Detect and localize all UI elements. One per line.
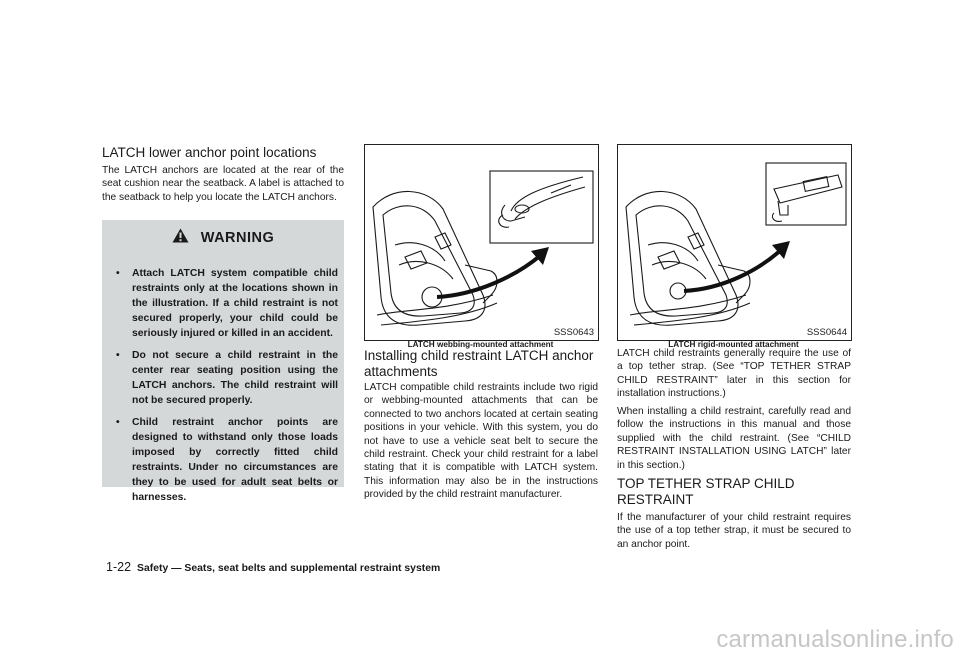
bullet: • <box>116 350 120 361</box>
warning-item-text: Do not secure a child restraint in the center rear seating position using the LATCH anchors. The child restraint will not be secured properly. <box>132 350 338 406</box>
installing-latch-paragraph: LATCH compatible child restraints include two rigid or webbing-mounted attachments that can be connected to two anchors located at certain seating positions in your vehicle. With this system, you do not have to use a vehicle seat belt to secure the child restraint. Check your child restraint for a label stating that it is compatible with LATCH system. This information may also be in the instructions provided by the child restraint manufacturer. <box>364 382 598 501</box>
footer-section-title: Safety — Seats, seat belts and supplemental restraint system <box>137 563 441 574</box>
page-number: 1-22 <box>106 560 132 574</box>
figure-caption: LATCH rigid-mounted attachment <box>668 340 799 349</box>
warning-box <box>102 220 344 503</box>
section-heading-installing-latch: Installing child restraint LATCH anchor attachments <box>364 348 594 379</box>
top-tether-paragraph: If the manufacturer of your child restraint requires the use of a top tether strap, it must be secured to an anchor point. <box>617 512 851 550</box>
section-heading-top-tether: TOP TETHER STRAP CHILD RESTRAINT <box>617 476 795 507</box>
warning-title: WARNING <box>200 230 275 246</box>
figure-latch-webbing <box>364 144 599 341</box>
figure-latch-rigid <box>617 144 852 341</box>
warning-triangle-icon <box>172 228 189 248</box>
watermark: carmanualsonline.info <box>716 626 954 653</box>
figure-code-label: SSS0644 <box>806 327 847 338</box>
section-heading-latch-lower-anchor: LATCH lower anchor point locations <box>102 145 317 160</box>
installation-reference-paragraph: When installing a child restraint, carefully read and follow the instructions in this manual and those supplied with the child restraint. (See “CHILD RESTRAINT INSTALLATION USING LATCH” later in this section.) <box>617 406 851 471</box>
latch-intro-paragraph: The LATCH anchors are located at the rear of the seat cushion near the seatback. A label is attached to the seatback to help you locate the LATCH anchors. <box>102 165 344 203</box>
warning-item-text: Attach LATCH system compatible child restraints only at the locations shown in the illustration. If a child restraint is not secured properly, your child could be seriously injured or killed in an accident. <box>132 268 338 339</box>
child-seat-rigid-illustration <box>618 145 851 340</box>
bullet: • <box>116 268 120 279</box>
top-tether-reference-paragraph: LATCH child restraints generally require the use of a top tether strap. (See “TOP TETHER STRAP CHILD RESTRAINT” later in this section for installation instructions.) <box>617 348 851 400</box>
warning-item-text: Child restraint anchor points are designed to withstand only those loads imposed by correctly fitted child restraints. Under no circumstances are they to be used for adult seat belts or harnesses. <box>132 417 338 503</box>
figure-code-label: SSS0643 <box>553 327 594 338</box>
warning-header <box>102 228 344 250</box>
child-seat-webbing-illustration <box>365 145 598 340</box>
bullet: • <box>116 417 120 428</box>
figure-caption: LATCH webbing-mounted attachment <box>407 340 554 349</box>
page-footer <box>106 560 440 574</box>
